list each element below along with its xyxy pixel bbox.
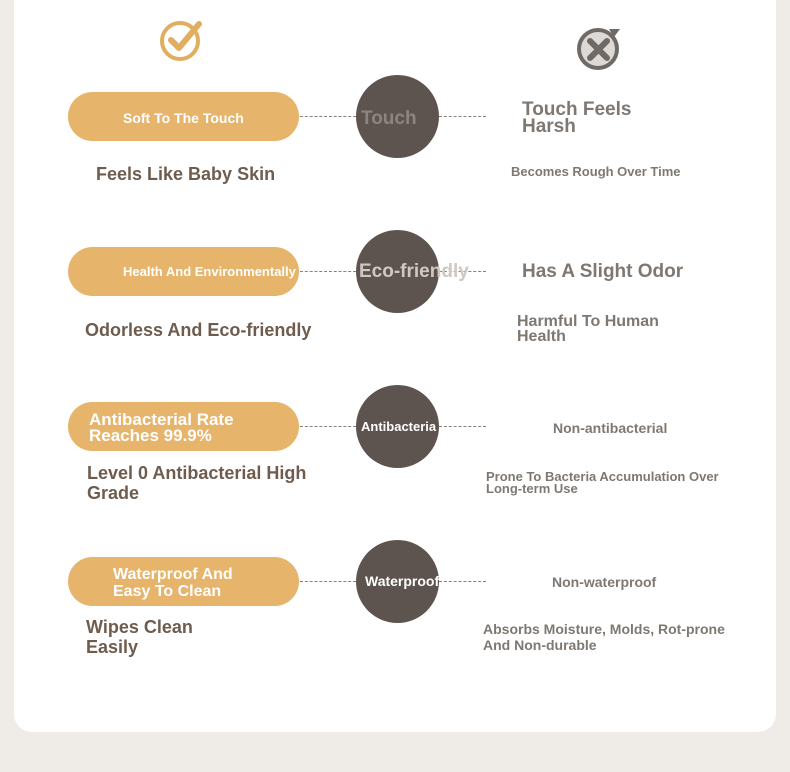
circle-antibacteria: Antibacteria bbox=[356, 385, 439, 468]
pill-soft-to-the-touch: Soft To The Touch bbox=[68, 92, 299, 141]
bad-desc-4: Absorbs Moisture, Molds, Rot-prone And Non-durable bbox=[483, 621, 725, 653]
dash-left-4 bbox=[300, 581, 356, 582]
bad-title-2: Has A Slight Odor bbox=[522, 261, 684, 282]
circle-eco-friendly: Eco-friendly bbox=[356, 230, 439, 313]
check-circle-icon bbox=[159, 18, 203, 62]
dash-right-3 bbox=[439, 426, 486, 427]
dash-left-3 bbox=[300, 426, 356, 427]
circle-touch: Touch bbox=[356, 75, 439, 158]
dash-right-1 bbox=[439, 116, 486, 117]
bad-desc-3: Prone To Bacteria Accumulation Over Long-term Use bbox=[486, 469, 719, 496]
bad-desc-1: Becomes Rough Over Time bbox=[511, 164, 681, 179]
bad-title-3: Non-antibacterial bbox=[553, 420, 668, 436]
bad-desc-2: Harmful To Human Health bbox=[517, 313, 659, 345]
good-desc-3: Level 0 Antibacterial High Grade bbox=[87, 463, 307, 503]
circle-waterproof: Waterproof bbox=[356, 540, 439, 623]
pill-antibacterial-rate: Antibacterial Rate Reaches 99.9% bbox=[68, 402, 299, 451]
good-desc-4: Wipes Clean Easily bbox=[86, 617, 193, 657]
good-desc-1: Feels Like Baby Skin bbox=[96, 164, 276, 184]
bad-title-4: Non-waterproof bbox=[552, 574, 657, 590]
dash-right-4 bbox=[439, 581, 486, 582]
pill-health-eco: Health And Environmentally Friendly bbox=[68, 247, 299, 296]
x-circle-icon bbox=[576, 25, 622, 71]
dash-left-1 bbox=[300, 116, 356, 117]
good-desc-2: Odorless And Eco-friendly bbox=[85, 320, 312, 340]
dash-left-2 bbox=[300, 271, 356, 272]
bad-title-1: Touch Feels Harsh bbox=[522, 99, 632, 137]
pill-waterproof: Waterproof And Easy To Clean bbox=[68, 557, 299, 606]
